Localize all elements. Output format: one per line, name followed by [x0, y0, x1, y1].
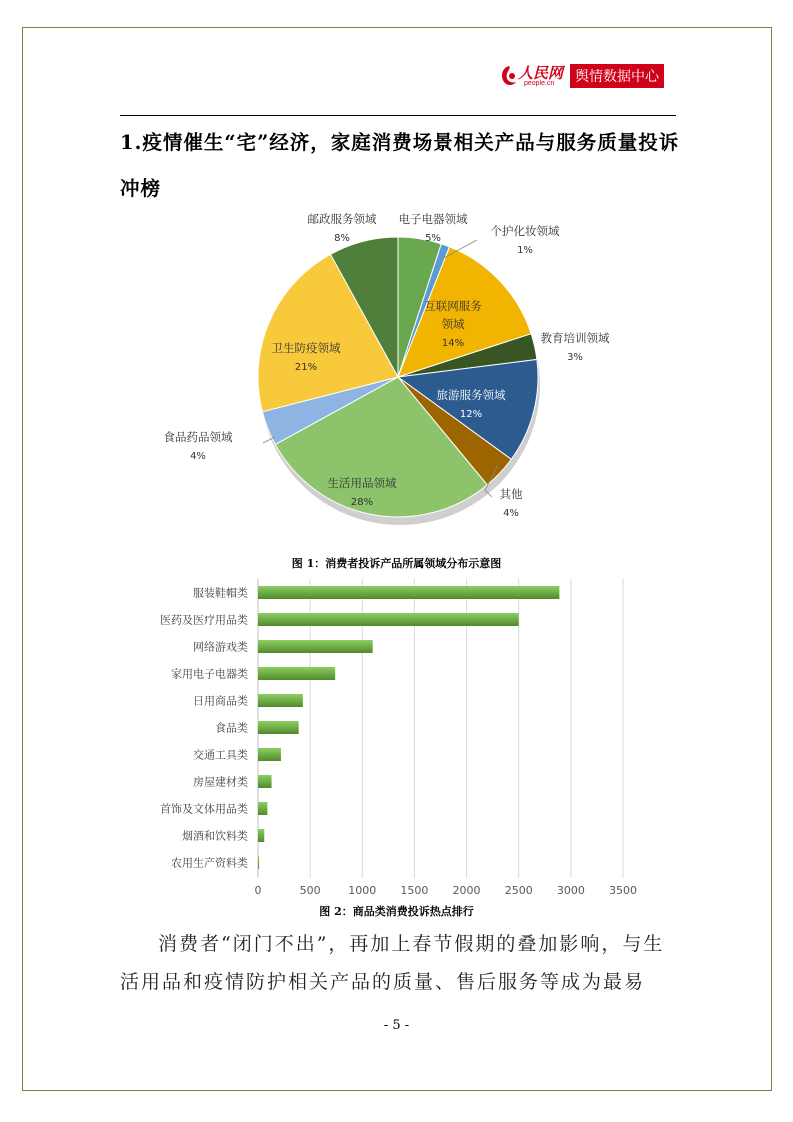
logo-badge: 舆情数据中心 — [570, 64, 664, 88]
bar — [258, 856, 259, 869]
bar-chart — [140, 575, 650, 900]
y-category-label: 日用商品类 — [193, 694, 248, 708]
pie-chart-svg — [150, 205, 640, 550]
logo-url: people.cn — [524, 80, 555, 87]
y-category-label: 食品类 — [215, 721, 248, 735]
people-daily-logo — [498, 62, 568, 90]
y-category-label: 医药及医疗用品类 — [160, 613, 248, 627]
pie-label: 电子电器领域 5% — [398, 212, 468, 244]
logo-emblem-icon — [498, 64, 520, 88]
x-tick-label: 3500 — [609, 884, 637, 897]
y-category-label: 交通工具类 — [193, 748, 248, 762]
bar — [258, 667, 335, 680]
bar — [258, 802, 267, 815]
page-number: - 5 - — [383, 1018, 410, 1033]
y-category-label: 网络游戏类 — [193, 640, 248, 654]
pie-label: 邮政服务领域 8% — [307, 212, 377, 244]
x-tick-label: 2000 — [452, 884, 481, 897]
logo — [498, 62, 664, 90]
y-category-label: 房屋建材类 — [193, 775, 248, 789]
bar — [258, 775, 272, 788]
figure-2-caption: 图 2：商品类消费投诉热点排行 — [319, 905, 474, 918]
x-tick-label: 1500 — [400, 884, 429, 897]
bar — [258, 748, 281, 761]
body-paragraph-text: 消费者“闭门不出”，再加上春节假期的叠加影响，与生活用品和疫情防护相关产品的质量、售后服务等成为最易 — [120, 933, 665, 993]
bar — [258, 613, 519, 626]
y-category-label: 农用生产资料类 — [171, 856, 248, 870]
pie-label: 互联网服务领域 14% — [424, 299, 482, 349]
section-title: 1.疫情催生“宅”经济，家庭消费场景相关产品与服务质量投诉冲榜 — [120, 131, 680, 200]
y-category-label: 服装鞋帽类 — [193, 586, 248, 600]
pie-label: 教育培训领域 3% — [540, 331, 610, 363]
pie-label: 个护化妆领域 1% — [490, 224, 560, 256]
x-tick-label: 500 — [299, 884, 321, 897]
logo-text: 人民网 — [518, 64, 564, 82]
pie-label: 其他 4% — [499, 487, 523, 519]
bar — [258, 694, 303, 707]
figure-1-caption: 图 1：消费者投诉产品所属领域分布示意图 — [291, 557, 502, 570]
x-tick-label: 3000 — [556, 884, 585, 897]
pie-label: 食品药品领域 4% — [163, 430, 233, 462]
pie-label: 卫生防疫领域 21% — [271, 341, 341, 373]
x-tick-label: 2500 — [504, 884, 533, 897]
pie-label: 生活用品领域 28% — [327, 476, 397, 508]
y-category-label: 家用电子电器类 — [171, 667, 248, 681]
pie-label: 旅游服务领域 12% — [436, 388, 506, 420]
bar-chart-svg — [140, 575, 650, 900]
bar — [258, 586, 559, 599]
bar — [258, 721, 299, 734]
x-tick-label: 1000 — [348, 884, 377, 897]
header-divider — [120, 115, 676, 116]
x-tick-label: 0 — [254, 884, 262, 897]
body-paragraph — [120, 925, 680, 1001]
bar — [258, 829, 264, 842]
pie-chart — [150, 205, 640, 550]
y-category-label: 首饰及文体用品类 — [160, 802, 248, 816]
y-category-label: 烟酒和饮料类 — [182, 829, 248, 843]
bar — [258, 640, 373, 653]
